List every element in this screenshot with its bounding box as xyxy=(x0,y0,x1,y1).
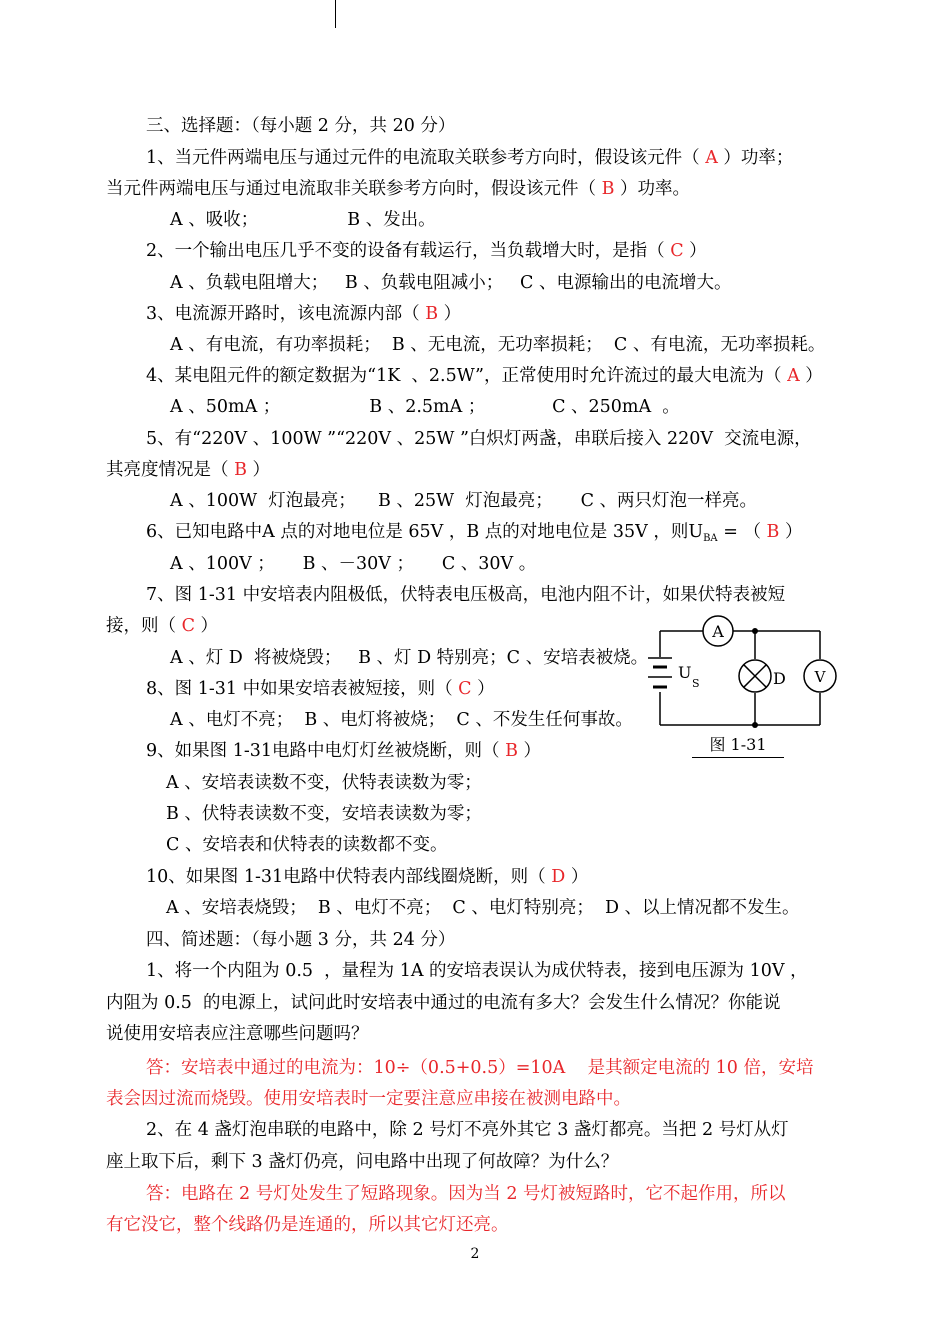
q1-line2: 当元件两端电压与通过电流取非关联参考方向时，假设该元件（ B ）功率。 xyxy=(106,179,690,199)
q10-stem: 10、如果图 1-31电路中伏特表内部线圈烧断，则（ D ） xyxy=(146,867,589,887)
s4-q2-line1: 2、在 4 盏灯泡串联的电路中，除 2 号灯不亮外其它 3 盏灯都亮。当把 2 号灯从灯 xyxy=(146,1120,789,1140)
section-4-title: 四、简述题：（每小题 3 分，共 24 分） xyxy=(146,930,456,950)
q7-answer: C xyxy=(176,616,201,636)
q1-line1: 1、当元件两端电压与通过元件的电流取关联参考方向时，假设该元件（ A ）功率； xyxy=(146,148,794,168)
q10-options: A 、安培表烧毁； B 、电灯不亮； C 、电灯特别亮； D 、以上情况都不发生。 xyxy=(166,898,800,918)
q1-answer-2: B xyxy=(596,179,620,199)
q9-stem: 9、如果图 1-31电路中电灯灯丝被烧断，则（ B ） xyxy=(146,741,542,761)
source-subscript: S xyxy=(692,677,700,690)
q1-answer-1: A xyxy=(699,148,724,168)
q8-stem: 8、图 1-31 中如果安培表被短接，则（ C ） xyxy=(146,679,495,699)
q10-answer: D xyxy=(545,867,571,887)
circuit-diagram-1-31 xyxy=(640,612,840,732)
q2-stem: 2、一个输出电压几乎不变的设备有载运行，当负载增大时，是指（ C ） xyxy=(146,241,707,261)
q8-options: A 、电灯不亮； B 、电灯将被烧； C 、不发生任何事故。 xyxy=(170,710,633,730)
q9-option-a: A 、安培表读数不变，伏特表读数为零； xyxy=(166,773,482,793)
q1-options: A 、吸收； B 、发出。 xyxy=(170,210,436,230)
q5-answer: B xyxy=(228,460,253,480)
s4-q1-answer-line1: 答：安培表中通过的电流为：10÷（0.5+0.5）=10A 是其额定电流的 10 倍，安培 xyxy=(146,1058,814,1078)
source-label: U xyxy=(678,663,692,682)
q8-answer: C xyxy=(452,679,478,699)
s4-q1-line3: 说使用安培表应注意哪些问题吗？ xyxy=(106,1024,369,1044)
s4-q2-answer-line2: 有它没它，整个线路仍是连通的，所以其它灯还亮。 xyxy=(106,1215,509,1235)
q3-answer: B xyxy=(419,304,444,324)
ammeter-label: A xyxy=(712,622,724,641)
q6-subscript: BA xyxy=(703,533,718,544)
top-rule xyxy=(335,0,336,28)
q6-answer: B xyxy=(760,522,785,542)
q7-line2: 接，则（ C ） xyxy=(106,616,219,636)
s4-q1-line1: 1、将一个内阻为 0.5 ，量程为 1A 的安培表误认为成伏特表，接到电压源为 10V ， xyxy=(146,961,808,981)
section-3-title: 三、选择题：（每小题 2 分，共 20 分） xyxy=(146,116,456,136)
q7-options: A 、灯 D 将被烧毁； B 、灯 D 特别亮；C 、安培表被烧。 xyxy=(170,648,649,668)
q4-answer: A xyxy=(781,366,806,386)
s4-q2-answer-line1: 答：电路在 2 号灯处发生了短路现象。因为当 2 号灯被短路时，它不起作用，所以 xyxy=(146,1184,786,1204)
q4-options: A 、50mA ； B 、2.5mA ； C 、250mA 。 xyxy=(170,397,680,417)
s4-q1-line2: 内阻为 0.5 的电源上，试问此时安培表中通过的电流有多大？会发生什么情况？你能说 xyxy=(106,993,781,1013)
q2-answer: C xyxy=(664,241,690,261)
s4-q1-answer-line2: 表会因过流而烧毁。使用安培表时一定要注意应串接在被测电路中。 xyxy=(106,1089,631,1109)
q9-option-c: C 、安培表和伏特表的读数都不变。 xyxy=(166,835,448,855)
q7-line1: 7、图 1-31 中安培表内阻极低，伏特表电压极高，电池内阻不计，如果伏特表被短 xyxy=(146,585,786,605)
voltmeter-label: V xyxy=(814,668,826,686)
lamp-label: D xyxy=(773,669,786,688)
q5-options: A 、100W 灯泡最亮； B 、25W 灯泡最亮； C 、两只灯泡一样亮。 xyxy=(170,491,758,511)
q5-line2: 其亮度情况是（ B ） xyxy=(106,460,270,480)
q9-option-b: B 、伏特表读数不变，安培表读数为零； xyxy=(166,804,482,824)
junction-top xyxy=(752,628,758,634)
figure-caption: 图 1-31 xyxy=(692,733,784,758)
junction-bottom xyxy=(752,722,758,728)
q2-options: A 、负载电阻增大； B 、负载电阻减小； C 、电源输出的电流增大。 xyxy=(170,273,732,293)
page-number: 2 xyxy=(470,1246,480,1262)
q3-stem: 3、电流源开路时，该电流源内部（ B ） xyxy=(146,304,462,324)
q9-answer: B xyxy=(499,741,524,761)
s4-q2-line2: 座上取下后，剩下 3 盏灯仍亮，问电路中出现了何故障？为什么？ xyxy=(106,1152,619,1172)
q4-stem: 4、某电阻元件的额定数据为“1K 、2.5W”，正常使用时允许流过的最大电流为（ A ） xyxy=(146,366,823,386)
q6-stem: 6、已知电路中A 点的对地电位是 65V ，B 点的对地电位是 35V ，则$U_{BA}$ = （ B ） xyxy=(146,522,803,544)
q5-line1: 5、有“220V 、100W ”“220V 、25W ”白炽灯两盏，串联后接入 220V 交流电源， xyxy=(146,429,812,449)
q6-options: A 、100V ； B 、－30V ； C 、30V 。 xyxy=(170,554,537,574)
q3-options: A 、有电流，有功率损耗； B 、无电流，无功率损耗； C 、有电流，无功率损耗。 xyxy=(170,335,826,355)
